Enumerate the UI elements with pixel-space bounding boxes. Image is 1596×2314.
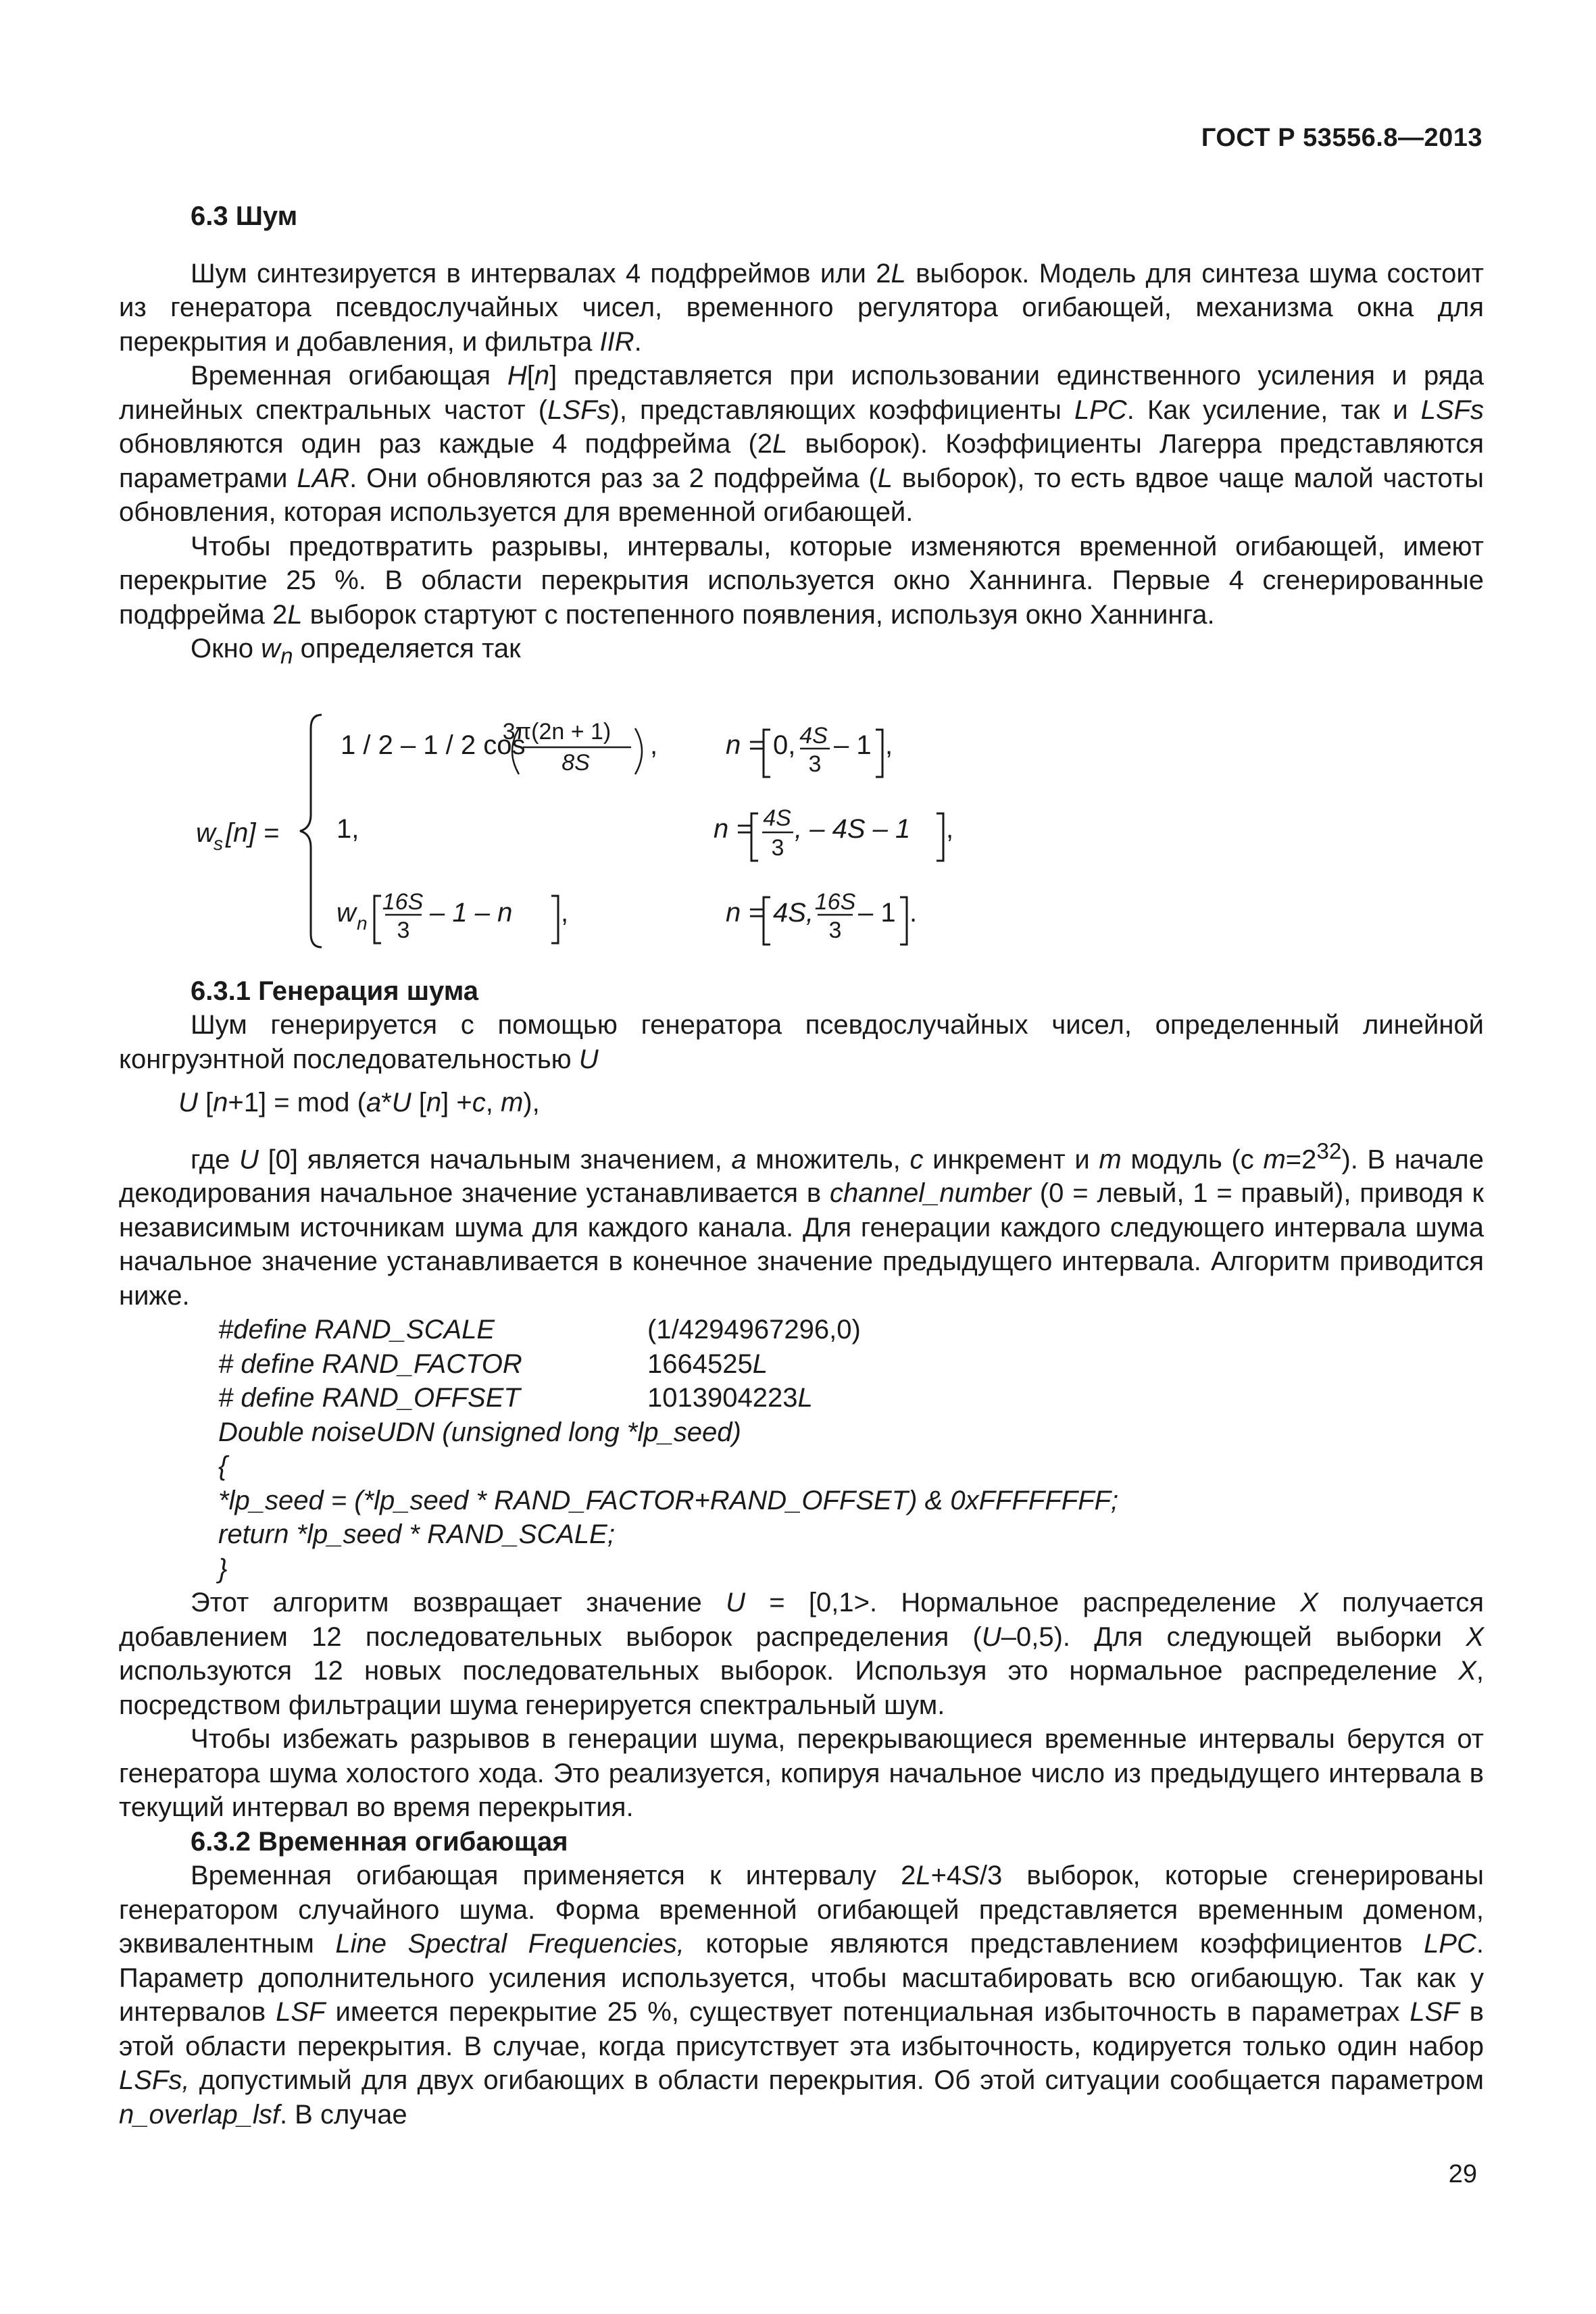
eq-case2-cond-num: 4S	[763, 805, 791, 831]
eq-case3-den: 3	[397, 917, 410, 943]
eq-case2-cond-tail: , – 4S – 1	[795, 813, 911, 844]
eq-case2-cond-den: 3	[771, 834, 784, 861]
eq-case3-cond-den: 3	[828, 917, 842, 943]
code-line: # define RAND_OFFSET 1013904223L	[218, 1383, 813, 1413]
code-line: #define RAND_SCALE (1/4294967296,0)	[218, 1315, 861, 1345]
lcg-formula: U [n+1] = mod (a*U [n] +c, m),	[178, 1088, 540, 1117]
paragraph: Чтобы предотвратить разрывы, интервалы, которые изменяются временной огибающей, имеют перекрытие 25 %. В области перекрытия используется окно Ханнинга. Первые 4 сгенерированные подфрейма 2L выборок стартуют с постепенного появления, используя окно Ханнинга.	[119, 531, 1484, 630]
eq-case1-rparen	[635, 728, 642, 774]
eq-case2-prefix: 1,	[336, 813, 359, 844]
eq-case1-num: 3π(2n + 1)	[502, 718, 612, 745]
paragraph: Шум синтезируется в интервалах 4 подфреймов или 2L выборок. Модель для синтеза шума состоит из генератора псевдослучайных чисел, временного регулятора огибающей, механизма окна для перекрытия и добавления, и фильтра IIR.	[119, 258, 1485, 357]
eq-case3-cond-end: .	[909, 897, 918, 928]
eq-case1-prefix: 1 / 2 – 1 / 2 cos	[341, 730, 526, 760]
eq-case1-cond-num: 4S	[799, 722, 828, 749]
eq-case3-num: 16S	[382, 888, 424, 915]
paragraph: Временная огибающая H[n] представляется при использовании единственного усиления и ряда линейных спектральных частот (LSFs), представляющих коэффициенты LPC. Как усиление, так и LSFs обновляются один раз каждые 4 подфрейма (2L выборок). Коэффициенты Лагерра представляются параметрами LAR. Они обновляются раз за 2 подфрейма (L выборок), то есть вдвое чаще малой частоты обновления, которая используется для временной огибающей.	[119, 361, 1485, 527]
code-listing	[119, 1313, 1484, 1586]
eq-case2-cond-n: n =	[714, 813, 752, 844]
eq-case3-cond-num: 16S	[814, 888, 856, 915]
code-line: {	[218, 1451, 228, 1482]
eq-case1-cond-n: n =	[726, 730, 764, 760]
eq-case1-cond-tail: – 1	[834, 730, 872, 760]
eq-case3-cond-tail: – 1	[858, 897, 896, 928]
document-body	[119, 199, 1484, 2132]
subsection-title: 6.3.1 Генерация шума	[191, 976, 479, 1006]
eq-case3-tail: – 1 – n	[430, 897, 513, 928]
paragraph: Чтобы избежать разрывов в генерации шума, перекрывающиеся временные интервалы берутся от генератора шума холостого хода. Это реализуется, копируя начальное число из предыдущего интервала в текущий интервал во время перекрытия.	[119, 1724, 1484, 1823]
section-title: 6.3 Шум	[191, 201, 298, 231]
eq-lhs-w: w	[196, 818, 216, 848]
subsection-title: 6.3.2 Временная огибающая	[191, 1826, 568, 1857]
eq-case1-cond-end: ,	[885, 730, 893, 760]
code-line: Double noiseUDN (unsigned long *lp_seed)	[218, 1417, 741, 1447]
eq-lhs-arg: [n] =	[226, 818, 279, 848]
paragraph: Временная огибающая применяется к интервалу 2L+4S/3 выборок, которые сгенерированы генератором случайного шума. Форма временной огибающей представляется временным доменом, эквивалентным Line Spectral Frequencies, которые являются представлением коэффициентов LPC. Параметр дополнительного усиления используется, чтобы масштабировать всю огибающую. Так как у интервалов LSF имеется перекрытие 25 %, существует потенциальная избыточность в параметрах LSF в этой области перекрытия. В случае, когда присутствует эта избыточность, кодируется только один набор LSFs, допустимый для двух огибающих в области перекрытия. Об этой ситуации сообщается параметром n_overlap_lsf. В случае	[119, 1861, 1484, 2130]
paragraph: Окно $w_n$ определяется так	[191, 634, 521, 669]
eq-case1-cond-open: 0,	[773, 730, 796, 760]
eq-case2-cond-end: ,	[946, 813, 954, 844]
paragraph: где U [0] является начальным значением, a множитель, c инкремент и m модуль (с $m=2^{32}$). В начале декодирования начальное значение устанавливается в channel_number (0 = левый, 1 = правый), приводя к независимым источникам шума для каждого канала. Для генерации каждого следующего интервала шума начальное значение устанавливается в конечное значение предыдущего интервала. Алгоритм приводится ниже.	[119, 1138, 1485, 1311]
eq-case3-w: w	[336, 897, 356, 928]
eq-case3-cond-n: n =	[726, 897, 764, 928]
eq-lhs-sub: s	[214, 832, 223, 854]
code-line: }	[218, 1553, 228, 1584]
eq-case3-end: ,	[561, 897, 569, 928]
code-line: *lp_seed = (*lp_seed * RAND_FACTOR+RAND_OFFSET) & 0xFFFFFFFF;	[218, 1485, 1119, 1515]
eq-case1-den: 8S	[562, 749, 590, 776]
paragraph: Шум генерируется с помощью генератора псевдослучайных чисел, определенный линейной конгруэнтной последовательностью U	[119, 1010, 1484, 1074]
code-line: return *lp_seed * RAND_SCALE;	[218, 1519, 615, 1550]
equation-svg	[119, 709, 997, 954]
paragraph: Этот алгоритм возвращает значение U = [0,1>. Нормальное распределение X получается добавлением 12 последовательных выборок распределения (U–0,5). Для следующей выборки X используются 12 новых последовательных выборок. Используя это нормальное распределение X, посредством фильтрации шума генерируется спектральный шум.	[119, 1588, 1485, 1720]
eq-case1-suffix: ,	[650, 730, 658, 760]
eq-case3-sub: n	[357, 912, 368, 934]
standard-header: ГОСТ Р 53556.8—2013	[1201, 124, 1482, 152]
page-number: 29	[1448, 2160, 1477, 2188]
eq-case1-cond-den: 3	[808, 751, 822, 777]
window-equation	[119, 709, 1484, 954]
code-line: # define RAND_FACTOR 1664525L	[218, 1349, 768, 1379]
eq-case3-cond-open: 4S,	[773, 897, 814, 928]
eq-brace	[300, 715, 322, 947]
